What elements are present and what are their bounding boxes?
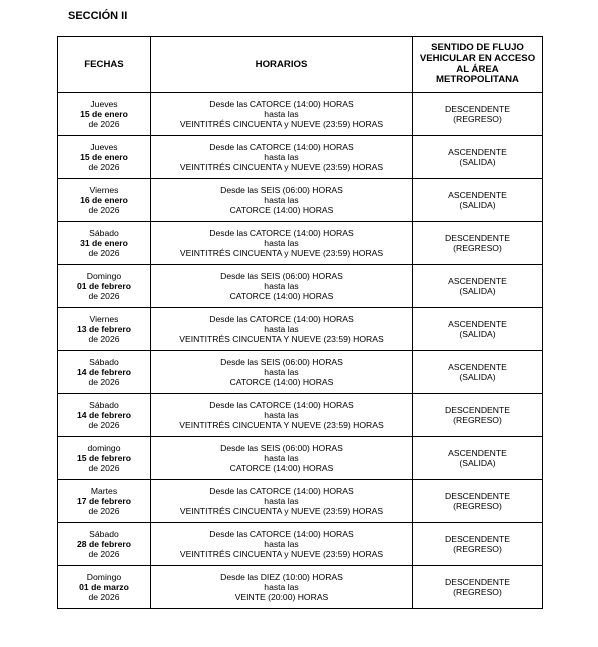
schedule-from: Desde las CATORCE (14:00) HORAS — [209, 227, 354, 238]
direction-label: DESCENDENTE — [445, 232, 510, 243]
direction-cell — [413, 179, 543, 222]
date-day: 13 de febrero — [77, 323, 131, 334]
direction-note: (REGRESO) — [453, 114, 502, 124]
direction-label: ASCENDENTE — [448, 318, 507, 329]
direction-note: (REGRESO) — [453, 501, 502, 511]
direction-label: DESCENDENTE — [445, 404, 510, 415]
date-cell — [58, 179, 151, 222]
date-cell — [58, 394, 151, 437]
schedule-cell — [151, 265, 413, 308]
date-weekday: Sábado — [89, 528, 119, 539]
header-fechas: FECHAS — [58, 37, 151, 93]
direction-label: ASCENDENTE — [448, 189, 507, 200]
table-row — [58, 93, 543, 136]
date-cell — [58, 437, 151, 480]
schedule-cell — [151, 480, 413, 523]
schedule-to: VEINTITRÉS CINCUENTA Y NUEVE (23:59) HORAS — [179, 420, 384, 431]
date-day: 28 de febrero — [77, 538, 131, 549]
direction-note: (SALIDA) — [459, 286, 496, 296]
schedule-until: hasta las — [264, 323, 299, 334]
table-row — [58, 351, 543, 394]
date-year: de 2026 — [88, 420, 120, 431]
schedule-until: hasta las — [264, 280, 299, 291]
date-day: 15 de febrero — [77, 452, 131, 463]
direction-cell — [413, 394, 543, 437]
date-weekday: Sábado — [89, 227, 119, 238]
schedule-to: VEINTITRÉS CINCUENTA y NUEVE (23:59) HORAS — [179, 119, 384, 130]
schedule-until: hasta las — [264, 452, 299, 463]
schedule-from: Desde las SEIS (06:00) HORAS — [220, 356, 343, 367]
table-row — [58, 394, 543, 437]
direction-label: DESCENDENTE — [445, 490, 510, 501]
date-weekday: Martes — [90, 485, 118, 496]
schedule-until: hasta las — [264, 237, 299, 248]
schedule-from: Desde las CATORCE (14:00) HORAS — [209, 399, 354, 410]
direction-label: ASCENDENTE — [448, 146, 507, 157]
schedule-until: hasta las — [264, 194, 299, 205]
schedule-to: VEINTITRÉS CINCUENTA y NUEVE (23:59) HORAS — [179, 248, 384, 259]
direction-cell — [413, 308, 543, 351]
date-cell — [58, 265, 151, 308]
date-weekday: Domingo — [86, 571, 122, 582]
direction-cell — [413, 437, 543, 480]
date-day: 16 de enero — [80, 194, 128, 205]
direction-label: DESCENDENTE — [445, 533, 510, 544]
direction-cell — [413, 265, 543, 308]
table-row — [58, 480, 543, 523]
direction-cell — [413, 136, 543, 179]
schedule-cell — [151, 351, 413, 394]
direction-cell — [413, 351, 543, 394]
date-weekday: Domingo — [86, 270, 122, 281]
date-year: de 2026 — [88, 592, 120, 603]
schedule-cell — [151, 136, 413, 179]
date-weekday: Jueves — [90, 98, 118, 109]
schedule-to: VEINTITRÉS CINCUENTA Y NUEVE (23:59) HORAS — [179, 334, 384, 345]
schedule-to: VEINTITRÉS CINCUENTA y NUEVE (23:59) HORAS — [179, 549, 384, 560]
schedule-cell — [151, 437, 413, 480]
direction-note: (SALIDA) — [459, 329, 496, 339]
table-row — [58, 308, 543, 351]
schedule-from: Desde las SEIS (06:00) HORAS — [220, 442, 343, 453]
date-weekday: domingo — [87, 442, 121, 453]
date-cell — [58, 566, 151, 609]
schedule-to: CATORCE (14:00) HORAS — [229, 463, 334, 474]
schedule-from: Desde las CATORCE (14:00) HORAS — [209, 98, 354, 109]
date-cell — [58, 308, 151, 351]
schedule-cell — [151, 394, 413, 437]
date-weekday: Sábado — [89, 356, 119, 367]
date-year: de 2026 — [88, 291, 120, 302]
schedule-cell — [151, 566, 413, 609]
schedule-cell — [151, 93, 413, 136]
date-weekday: Viernes — [89, 313, 119, 324]
direction-cell — [413, 93, 543, 136]
schedule-to: VEINTITRÉS CINCUENTA y NUEVE (23:59) HORAS — [179, 162, 384, 173]
schedule-until: hasta las — [264, 495, 299, 506]
date-day: 14 de febrero — [77, 366, 131, 377]
date-year: de 2026 — [88, 248, 120, 259]
schedule-until: hasta las — [264, 538, 299, 549]
date-year: de 2026 — [88, 506, 120, 517]
table-header-row — [58, 37, 543, 93]
schedule-to: CATORCE (14:00) HORAS — [229, 205, 334, 216]
date-day: 14 de febrero — [77, 409, 131, 420]
schedule-to: VEINTE (20:00) HORAS — [234, 592, 329, 603]
date-year: de 2026 — [88, 162, 120, 173]
direction-note: (REGRESO) — [453, 243, 502, 253]
date-cell — [58, 93, 151, 136]
header-sentido-line: VEHICULAR EN ACCESO — [419, 52, 536, 64]
direction-note: (SALIDA) — [459, 458, 496, 468]
header-sentido — [413, 37, 543, 93]
table-row — [58, 179, 543, 222]
schedule-cell — [151, 222, 413, 265]
date-year: de 2026 — [88, 119, 120, 130]
header-sentido-line: AL ÁREA — [456, 63, 499, 75]
direction-note: (REGRESO) — [453, 587, 502, 597]
date-weekday: Viernes — [89, 184, 119, 195]
schedule-to: CATORCE (14:00) HORAS — [229, 377, 334, 388]
schedule-from: Desde las CATORCE (14:00) HORAS — [209, 485, 354, 496]
date-day: 31 de enero — [80, 237, 128, 248]
date-cell — [58, 222, 151, 265]
schedule-until: hasta las — [264, 581, 299, 592]
direction-note: (SALIDA) — [459, 372, 496, 382]
direction-note: (SALIDA) — [459, 157, 496, 167]
header-sentido-line: SENTIDO DE FLUJO — [431, 42, 524, 54]
date-year: de 2026 — [88, 205, 120, 216]
date-day: 15 de enero — [80, 108, 128, 119]
direction-label: DESCENDENTE — [445, 576, 510, 587]
schedule-from: Desde las DIEZ (10:00) HORAS — [220, 571, 343, 582]
schedule-from: Desde las SEIS (06:00) HORAS — [220, 184, 343, 195]
date-cell — [58, 480, 151, 523]
schedule-to: CATORCE (14:00) HORAS — [229, 291, 334, 302]
table-row — [58, 566, 543, 609]
schedule-cell — [151, 523, 413, 566]
schedule-from: Desde las SEIS (06:00) HORAS — [220, 270, 343, 281]
date-cell — [58, 523, 151, 566]
schedule-cell — [151, 308, 413, 351]
schedule-until: hasta las — [264, 151, 299, 162]
direction-label: DESCENDENTE — [445, 103, 510, 114]
header-horarios: HORARIOS — [151, 37, 413, 93]
table-row — [58, 437, 543, 480]
table-row — [58, 136, 543, 179]
date-day: 15 de enero — [80, 151, 128, 162]
table-row — [58, 523, 543, 566]
schedule-from: Desde las CATORCE (14:00) HORAS — [209, 141, 354, 152]
direction-note: (REGRESO) — [453, 544, 502, 554]
date-day: 01 de marzo — [79, 581, 129, 592]
direction-label: ASCENDENTE — [448, 275, 507, 286]
schedule-until: hasta las — [264, 366, 299, 377]
section-title: SECCIÓN II — [68, 10, 128, 22]
date-cell — [58, 136, 151, 179]
schedule-from: Desde las CATORCE (14:00) HORAS — [209, 528, 354, 539]
date-weekday: Sábado — [89, 399, 119, 410]
schedule-table — [57, 36, 543, 609]
direction-cell — [413, 523, 543, 566]
direction-cell — [413, 480, 543, 523]
schedule-cell — [151, 179, 413, 222]
direction-cell — [413, 222, 543, 265]
direction-label: ASCENDENTE — [448, 361, 507, 372]
table-row — [58, 222, 543, 265]
schedule-to: VEINTITRÉS CINCUENTA y NUEVE (23:59) HORAS — [179, 506, 384, 517]
date-cell — [58, 351, 151, 394]
schedule-until: hasta las — [264, 108, 299, 119]
table-row — [58, 265, 543, 308]
direction-cell — [413, 566, 543, 609]
date-year: de 2026 — [88, 463, 120, 474]
direction-note: (REGRESO) — [453, 415, 502, 425]
date-day: 17 de febrero — [77, 495, 131, 506]
direction-note: (SALIDA) — [459, 200, 496, 210]
date-year: de 2026 — [88, 549, 120, 560]
date-weekday: Jueves — [90, 141, 118, 152]
date-year: de 2026 — [88, 377, 120, 388]
header-sentido-line: METROPOLITANA — [436, 74, 519, 86]
date-day: 01 de febrero — [77, 280, 131, 291]
date-year: de 2026 — [88, 334, 120, 345]
schedule-until: hasta las — [264, 409, 299, 420]
direction-label: ASCENDENTE — [448, 447, 507, 458]
schedule-from: Desde las CATORCE (14:00) HORAS — [209, 313, 354, 324]
